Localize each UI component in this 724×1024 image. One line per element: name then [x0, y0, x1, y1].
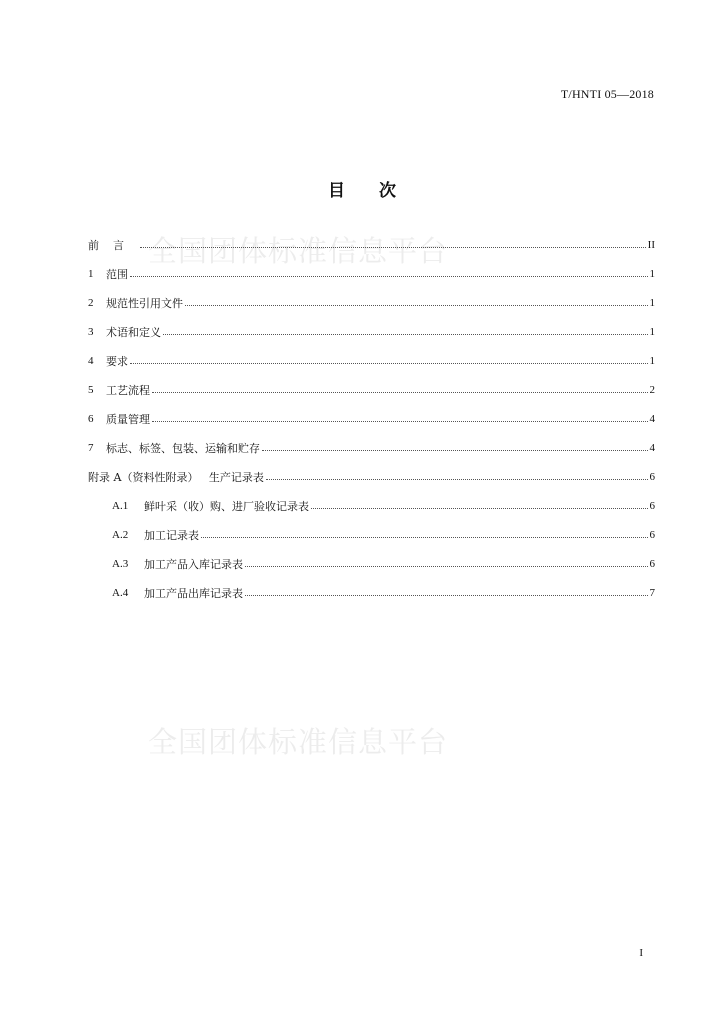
toc-entry-page: 6: [649, 557, 655, 570]
toc-entry-foreword[interactable]: [88, 230, 655, 259]
dot-leader: [163, 334, 648, 335]
dot-leader: [266, 479, 648, 480]
toc-entry-label: 附录 A（资料性附录） 生产记录表: [88, 470, 264, 484]
dot-leader: [152, 421, 648, 422]
toc-entry-label: 前言: [88, 238, 138, 252]
dot-leader: [185, 305, 648, 306]
watermark-top: 全国团体标准信息平台: [148, 234, 449, 268]
toc-entry-number: 4: [88, 354, 94, 367]
toc-entry-1[interactable]: [88, 259, 655, 288]
toc-entry-label: 加工产品入库记录表: [144, 557, 243, 571]
toc-entry-label: 标志、标签、包装、运输和贮存: [106, 441, 260, 455]
toc-entry-7[interactable]: [88, 433, 655, 462]
dot-leader: [262, 450, 648, 451]
toc-entry-number: 3: [88, 325, 94, 338]
dot-leader: [201, 537, 648, 538]
toc-entry-page: 4: [649, 441, 655, 454]
table-of-contents: [88, 230, 655, 607]
toc-entry-label: 规范性引用文件: [106, 296, 183, 310]
dot-leader: [245, 566, 648, 567]
toc-title: 目次: [328, 181, 430, 201]
toc-entry-a3[interactable]: [88, 549, 655, 578]
toc-entry-page: 1: [649, 354, 655, 367]
dot-leader: [311, 508, 648, 509]
toc-entry-label: 质量管理: [106, 412, 150, 426]
toc-entry-number: 5: [88, 383, 94, 396]
toc-entry-number: 6: [88, 412, 94, 425]
toc-entry-label: 鲜叶采（收）购、进厂验收记录表: [144, 499, 309, 513]
toc-entry-label: 工艺流程: [106, 383, 150, 397]
toc-entry-a4[interactable]: [88, 578, 655, 607]
toc-entry-page: 6: [649, 528, 655, 541]
toc-entry-5[interactable]: [88, 375, 655, 404]
toc-entry-page: 6: [649, 499, 655, 512]
toc-entry-page: 1: [649, 325, 655, 338]
toc-entry-page: 7: [649, 586, 655, 599]
page-number: I: [639, 947, 643, 959]
toc-entry-3[interactable]: [88, 317, 655, 346]
toc-entry-label: 加工产品出库记录表: [144, 586, 243, 600]
dot-leader: [130, 363, 648, 364]
toc-entry-label: 加工记录表: [144, 528, 199, 542]
toc-entry-appendix-a[interactable]: [88, 462, 655, 491]
dot-leader: [130, 276, 648, 277]
toc-entry-number: 1: [88, 267, 94, 280]
toc-entry-page: 1: [649, 267, 655, 280]
toc-entry-page: 1: [649, 296, 655, 309]
watermark-middle: 全国团体标准信息平台: [148, 725, 449, 759]
toc-entry-page: II: [647, 238, 655, 251]
dot-leader: [140, 247, 646, 248]
dot-leader: [245, 595, 648, 596]
toc-entry-number: A.4: [112, 586, 129, 599]
toc-entry-4[interactable]: [88, 346, 655, 375]
toc-entry-label: 要求: [106, 354, 128, 368]
toc-entry-number: 2: [88, 296, 94, 309]
toc-entry-number: A.1: [112, 499, 129, 512]
toc-entry-label: 术语和定义: [106, 325, 161, 339]
toc-entry-2[interactable]: [88, 288, 655, 317]
document-code: T/HNTI 05—2018: [560, 87, 654, 101]
toc-entry-page: 6: [649, 470, 655, 483]
toc-entry-page: 2: [649, 383, 655, 396]
toc-entry-6[interactable]: [88, 404, 655, 433]
toc-entry-a2[interactable]: [88, 520, 655, 549]
dot-leader: [152, 392, 648, 393]
toc-entry-page: 4: [649, 412, 655, 425]
toc-entry-number: A.3: [112, 557, 129, 570]
toc-entry-label: 范围: [106, 267, 128, 281]
toc-entry-a1[interactable]: [88, 491, 655, 520]
toc-entry-number: 7: [88, 441, 94, 454]
toc-entry-number: A.2: [112, 528, 129, 541]
